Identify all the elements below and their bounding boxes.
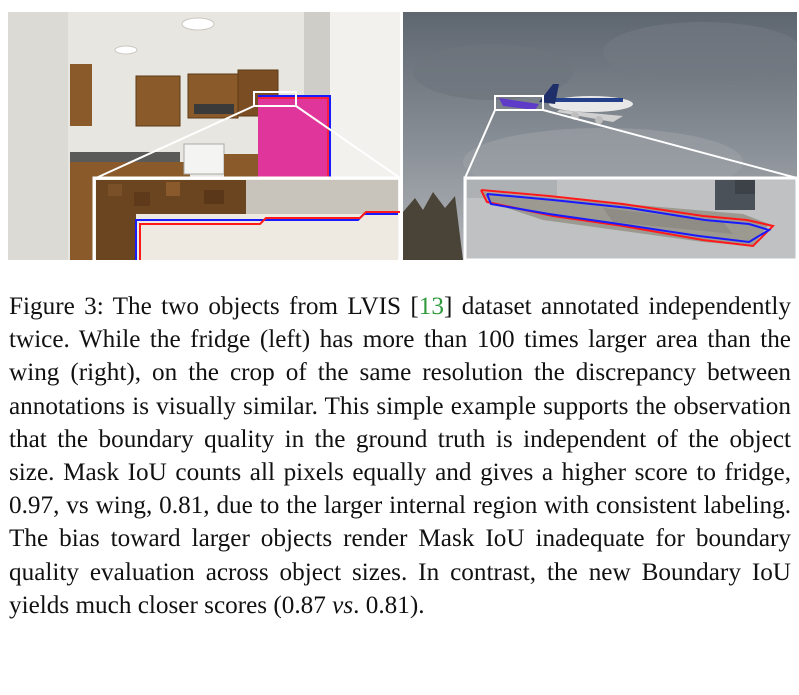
airplane-wing-photo bbox=[403, 12, 797, 260]
wing-zoom-inset bbox=[465, 178, 797, 260]
figure-caption bbox=[9, 290, 791, 622]
caption-text-2: ] dataset annotated independently twice. While the fridge (left) has more than 100 times larger area than the wing (right), on the crop of the same resolution the discrepancy between annotations is visually similar. This simple example supports the observation that the boundary quality in the ground truth is independent of the object size. Mask IoU counts all pixels equally and gives a higher score to fridge, 0.97, vs wing, 0.81, due to the larger internal region with consistent labeling. The bias toward larger objects render Mask IoU inadequate for boundary quality evaluation across object sizes. In contrast, the new Boundary IoU yields much closer scores (0.87 bbox=[9, 293, 792, 619]
kitchen-fridge-photo bbox=[8, 12, 400, 260]
caption-label: Figure 3: bbox=[9, 293, 104, 320]
citation-link[interactable]: 13 bbox=[418, 293, 444, 320]
fridge-zoom-inset bbox=[94, 178, 400, 260]
caption-text-1: The two objects from LVIS [ bbox=[112, 293, 419, 320]
caption-vs: vs bbox=[332, 591, 354, 619]
caption-text-3: . 0.81). bbox=[353, 591, 425, 619]
kitchen-image-panel bbox=[8, 12, 400, 260]
airplane-image-panel bbox=[403, 12, 797, 260]
